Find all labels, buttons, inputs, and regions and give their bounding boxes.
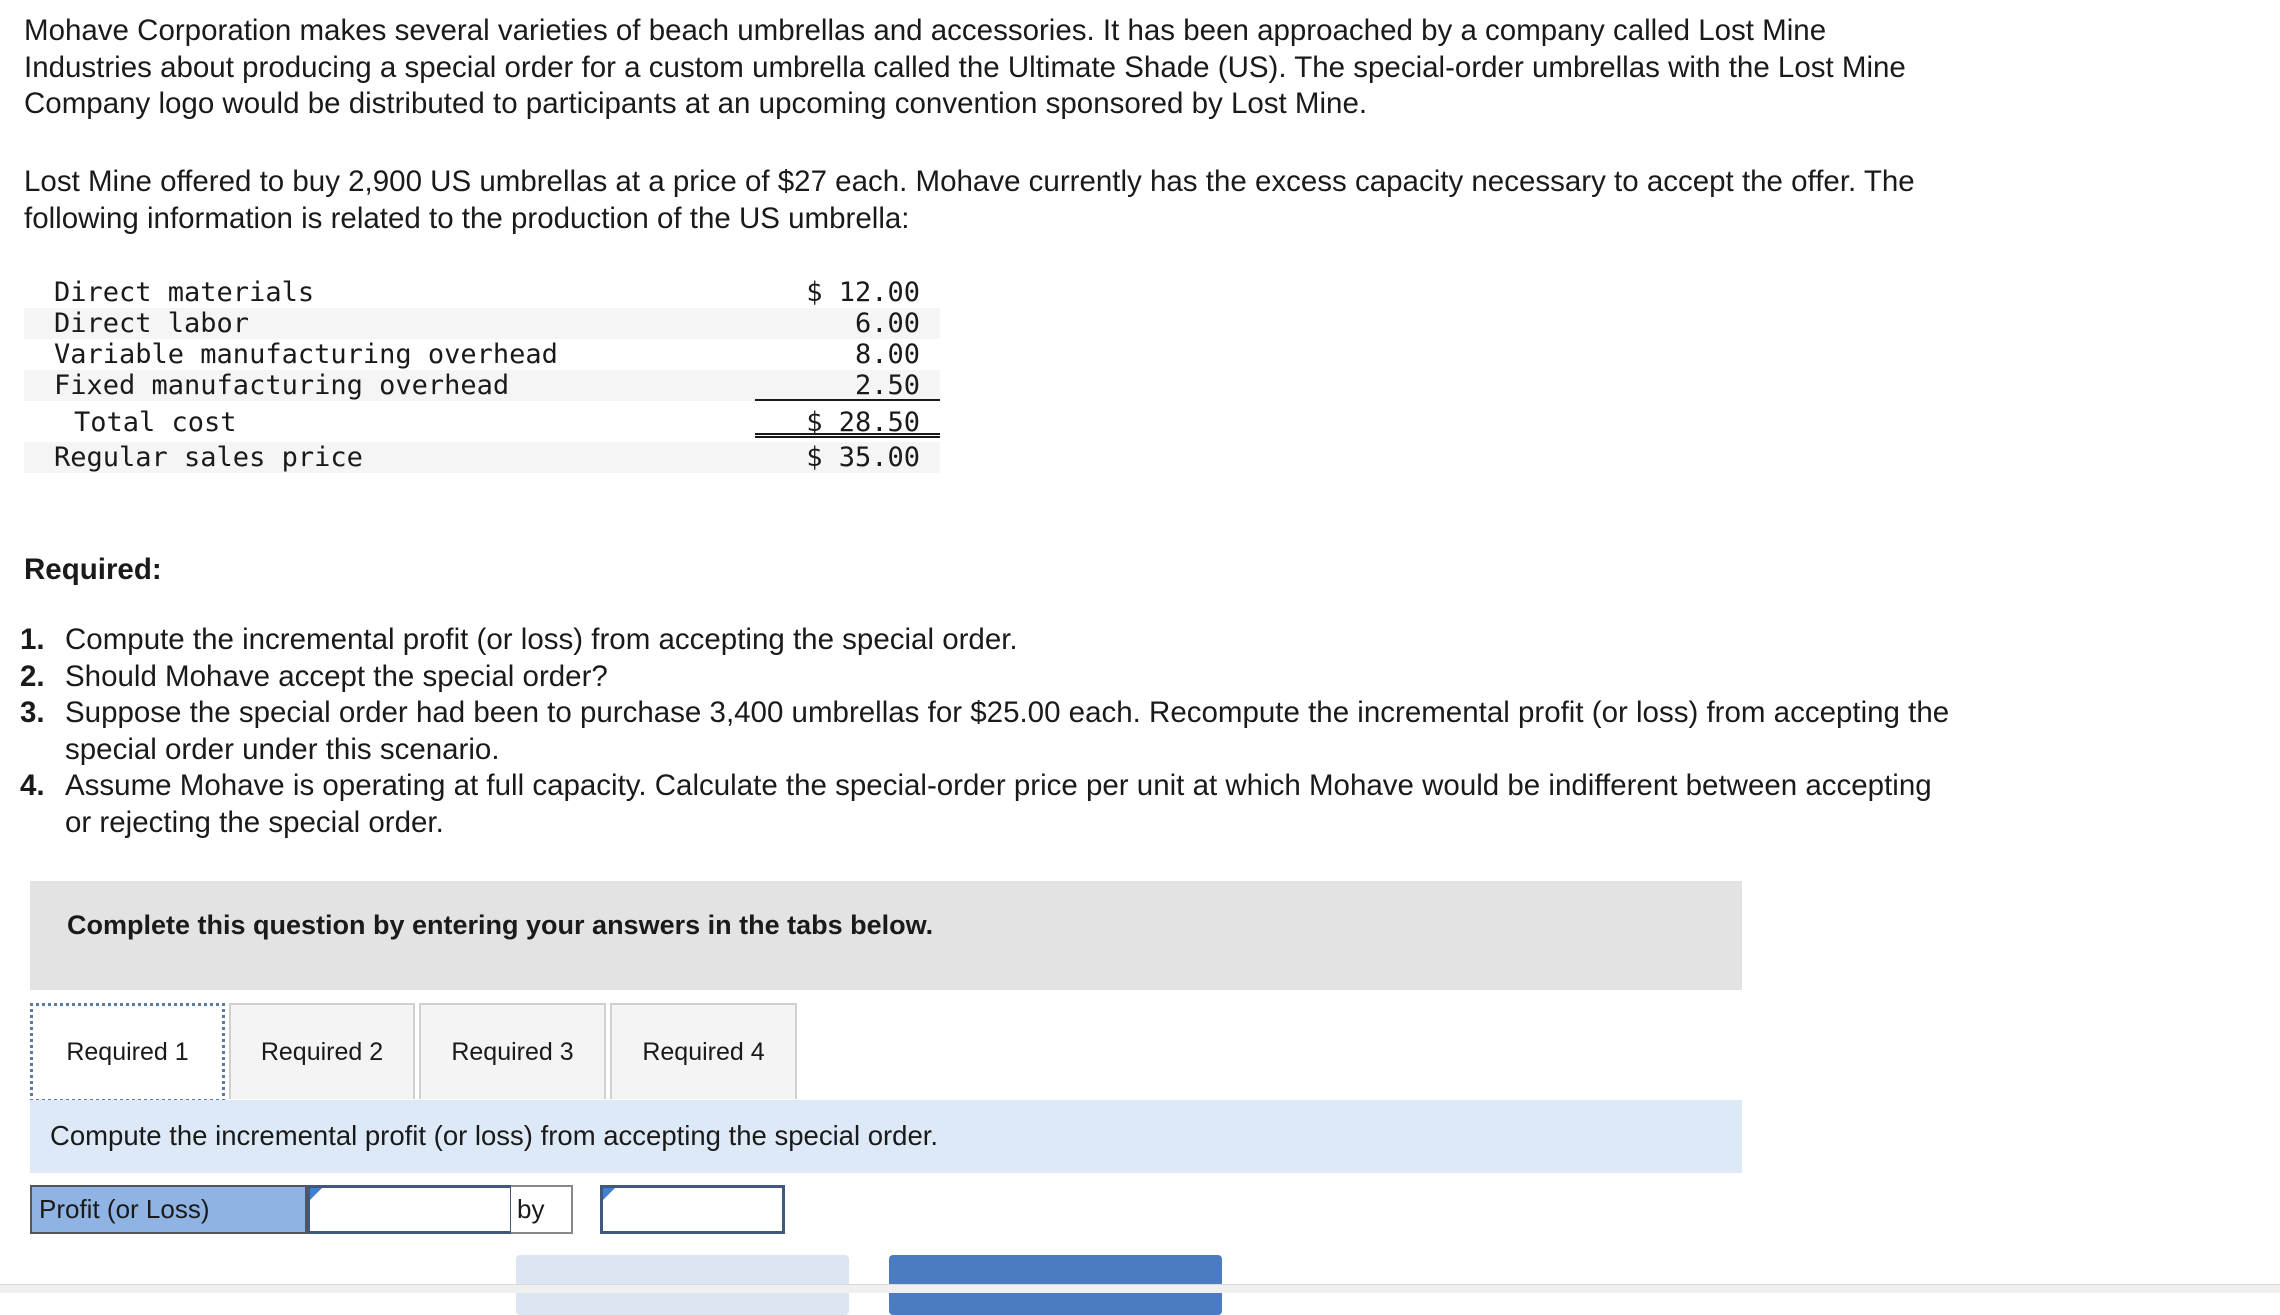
cost-row-sales-price bbox=[24, 442, 940, 473]
input-marker-icon bbox=[310, 1188, 322, 1200]
required-item bbox=[20, 768, 1950, 841]
cost-row-total bbox=[24, 407, 940, 438]
required-number: 3. bbox=[20, 696, 45, 729]
required-number: 1. bbox=[20, 623, 45, 656]
cost-label: Regular sales price bbox=[54, 442, 363, 473]
cost-label: Direct materials bbox=[54, 277, 315, 308]
cost-table bbox=[24, 277, 940, 473]
cost-row-fixed-overhead bbox=[24, 370, 940, 401]
cost-label: Total cost bbox=[74, 407, 237, 438]
instructions-banner bbox=[30, 881, 1742, 990]
required-number: 2. bbox=[20, 659, 45, 693]
required-text: Assume Mohave is operating at full capacity. Calculate the special-order price per unit at which Mohave would be indifferent between accepting or rejecting the special order. bbox=[65, 769, 1932, 839]
profit-amount-input[interactable] bbox=[307, 1185, 513, 1234]
cost-amount: $ 12.00 bbox=[806, 277, 920, 308]
cost-label: Direct labor bbox=[54, 308, 250, 339]
required-text: Suppose the special order had been to purchase 3,400 umbrellas for $25.00 each. Recompute the incremental profit (or loss) from accepting the special order under this scenario. bbox=[65, 696, 1950, 766]
cost-amount: 6.00 bbox=[854, 308, 920, 339]
tab-required-2[interactable]: Required 2 bbox=[229, 1003, 415, 1099]
required-number: 4. bbox=[20, 769, 45, 802]
by-label: by bbox=[511, 1185, 573, 1234]
cost-label: Fixed manufacturing overhead bbox=[54, 370, 510, 401]
instructions-text: Complete this question by entering your answers in the tabs below. bbox=[67, 910, 934, 940]
cost-amount: $ 28.50 bbox=[755, 407, 940, 438]
tab-bar bbox=[30, 1003, 1742, 1102]
required-text: Compute the incremental profit (or loss) from accepting the special order. bbox=[65, 623, 1018, 656]
tab-required-4[interactable]: Required 4 bbox=[610, 1003, 797, 1099]
profit-direction-input[interactable] bbox=[600, 1185, 785, 1234]
cost-row-variable-overhead bbox=[24, 339, 940, 370]
required-list bbox=[20, 622, 1950, 841]
cost-amount: 8.00 bbox=[854, 339, 920, 370]
cost-row-direct-materials bbox=[24, 277, 940, 308]
problem-paragraph-1: Mohave Corporation makes several varieties of beach umbrellas and accessories. It has been approached by a company called Lost Mine Industries about producing a special order for a custom umbrella called the Ultimate Shade (US). The special-order umbrellas with the Lost Mine Company logo would be distributed to participants at an upcoming convention sponsored by Lost Mine. bbox=[24, 14, 1906, 120]
required-text: Should Mohave accept the special order? bbox=[65, 659, 608, 693]
input-marker-icon bbox=[603, 1188, 615, 1200]
tab-required-3[interactable]: Required 3 bbox=[419, 1003, 606, 1099]
tab-description-text: Compute the incremental profit (or loss) from accepting the special order. bbox=[50, 1120, 939, 1151]
required-item bbox=[20, 622, 1950, 659]
required-heading: Required: bbox=[24, 553, 162, 586]
cost-label: Variable manufacturing overhead bbox=[54, 339, 558, 370]
required-item bbox=[20, 659, 1950, 696]
tab-description-panel bbox=[30, 1100, 1742, 1173]
cost-row-direct-labor bbox=[24, 308, 940, 339]
tab-required-1[interactable]: Required 1 bbox=[30, 1003, 225, 1102]
profit-loss-label: Profit (or Loss) bbox=[30, 1185, 307, 1234]
problem-paragraph-2: Lost Mine offered to buy 2,900 US umbrellas at a price of $27 each. Mohave currently has the excess capacity necessary to accept the offer. The following information is related to the production of the US umbrella: bbox=[24, 165, 1915, 235]
required-item bbox=[20, 695, 1950, 768]
cost-amount: 2.50 bbox=[755, 370, 940, 401]
cost-amount: $ 35.00 bbox=[806, 442, 920, 473]
